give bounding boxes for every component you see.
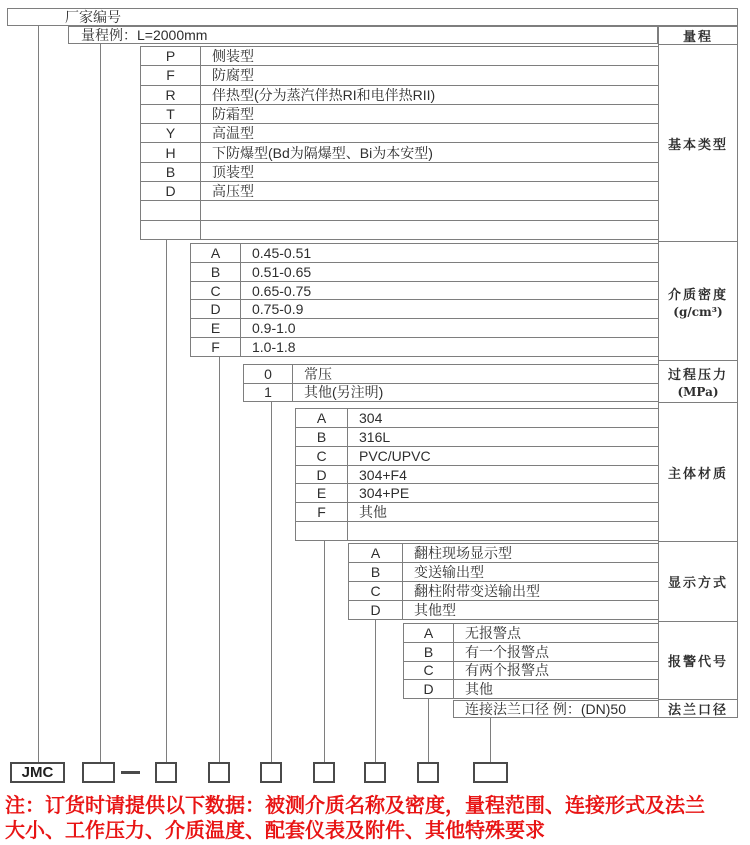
code-cell: 1 bbox=[244, 384, 293, 402]
section-medium-density bbox=[190, 243, 658, 357]
table-row bbox=[141, 221, 658, 239]
code-cell: F bbox=[191, 338, 241, 356]
table-row bbox=[454, 701, 658, 717]
table-row bbox=[191, 263, 658, 282]
desc-cell bbox=[201, 201, 658, 219]
connector-line bbox=[490, 718, 491, 762]
table-row bbox=[191, 300, 658, 319]
connector-line bbox=[38, 26, 39, 762]
desc-cell: 无报警点 bbox=[465, 624, 521, 641]
desc-cell: 其他型 bbox=[414, 602, 456, 618]
connector-line bbox=[271, 402, 272, 762]
desc-cell: 翻柱现场显示型 bbox=[414, 545, 512, 561]
table-row bbox=[191, 338, 658, 356]
desc-cell bbox=[348, 522, 658, 540]
table-row bbox=[296, 503, 658, 522]
category-label-text: 基本类型 bbox=[667, 137, 728, 153]
code-cell: A bbox=[296, 409, 348, 427]
code-cell: T bbox=[141, 105, 201, 123]
table-row bbox=[404, 624, 658, 643]
desc-cell: 0.9-1.0 bbox=[252, 320, 296, 337]
desc-cell: 1.0-1.8 bbox=[252, 339, 296, 356]
connector-line bbox=[428, 699, 429, 762]
code-cell: A bbox=[191, 244, 241, 262]
connector-line bbox=[375, 620, 376, 762]
desc-cell: 其他 bbox=[359, 504, 387, 521]
table-row bbox=[141, 124, 658, 143]
table-row bbox=[296, 466, 658, 485]
desc-cell: 316L bbox=[359, 428, 391, 445]
code-cell: C bbox=[404, 662, 454, 680]
connector-line bbox=[100, 44, 101, 762]
model-code-box-alarm-code bbox=[417, 762, 439, 783]
model-code-box-medium-density bbox=[208, 762, 230, 783]
category-label-basic-type bbox=[659, 45, 737, 242]
desc-cell: PVC/UPVC bbox=[359, 447, 431, 464]
model-prefix-text: JMC bbox=[21, 764, 54, 781]
desc-cell: 有一个报警点 bbox=[465, 643, 549, 660]
code-cell: E bbox=[191, 319, 241, 337]
table-row bbox=[244, 365, 658, 384]
table-row bbox=[191, 244, 658, 263]
desc-cell: 常压 bbox=[304, 365, 332, 382]
range-example-box bbox=[68, 26, 658, 44]
model-code-box-main-material bbox=[313, 762, 335, 783]
table-row bbox=[141, 143, 658, 162]
desc-cell: 侧装型 bbox=[212, 48, 254, 65]
desc-cell: 顶装型 bbox=[212, 163, 254, 180]
desc-cell: 304+PE bbox=[359, 485, 410, 502]
model-code-box-flange-size bbox=[473, 762, 508, 783]
desc-cell: 下防爆型(Bd为隔爆型、Bi为本安型) bbox=[212, 144, 433, 161]
code-cell bbox=[141, 201, 201, 219]
table-row bbox=[349, 544, 658, 563]
model-code-box-display-mode bbox=[364, 762, 386, 783]
desc-cell: 0.65-0.75 bbox=[252, 282, 312, 299]
section-main-material bbox=[295, 408, 658, 541]
table-row bbox=[141, 182, 658, 201]
table-row bbox=[404, 643, 658, 662]
order-note-line-1: 注：订货时请提供以下数据：被测介质名称及密度，量程范围、连接形式及法兰 bbox=[5, 795, 705, 817]
category-label-text: 报警代号 bbox=[667, 655, 728, 670]
code-cell: D bbox=[191, 300, 241, 318]
table-row bbox=[296, 484, 658, 503]
section-display-mode bbox=[348, 543, 658, 620]
table-row bbox=[296, 409, 658, 428]
model-code-box-basic-type bbox=[155, 762, 177, 783]
model-prefix-box bbox=[10, 762, 65, 783]
desc-cell: 变送输出型 bbox=[414, 564, 484, 580]
section-flange-size bbox=[453, 700, 658, 718]
manufacturer-number-label: 厂家编号 bbox=[65, 9, 121, 25]
code-cell: B bbox=[141, 163, 201, 181]
code-cell: E bbox=[296, 484, 348, 502]
code-cell: B bbox=[191, 263, 241, 281]
table-row bbox=[349, 563, 658, 582]
connector-line bbox=[219, 357, 220, 762]
category-label-text: 显示方式 bbox=[667, 576, 728, 591]
desc-cell: 其他 bbox=[465, 681, 493, 698]
table-row bbox=[141, 86, 658, 105]
table-row bbox=[141, 47, 658, 66]
table-row bbox=[404, 680, 658, 698]
code-cell: A bbox=[404, 624, 454, 642]
category-label-main-material bbox=[659, 403, 737, 542]
code-cell: B bbox=[404, 643, 454, 661]
table-row bbox=[349, 601, 658, 619]
desc-cell bbox=[201, 221, 658, 239]
table-row bbox=[141, 163, 658, 182]
desc-cell: 304+F4 bbox=[359, 466, 407, 483]
table-row bbox=[191, 282, 658, 301]
code-cell: B bbox=[349, 563, 403, 581]
connector-line bbox=[166, 240, 167, 762]
desc-cell: 有两个报警点 bbox=[465, 662, 549, 679]
section-process-pressure bbox=[243, 364, 658, 402]
code-cell: F bbox=[296, 503, 348, 521]
code-cell: F bbox=[141, 66, 201, 84]
manufacturer-number-box bbox=[7, 8, 738, 26]
desc-cell: 翻柱附带变送输出型 bbox=[414, 583, 540, 599]
order-note bbox=[5, 794, 750, 844]
category-label-process-pressure bbox=[659, 361, 737, 403]
code-cell: D bbox=[141, 182, 201, 200]
code-cell: C bbox=[296, 447, 348, 465]
code-cell: D bbox=[296, 466, 348, 484]
code-cell: P bbox=[141, 47, 201, 65]
table-row bbox=[191, 319, 658, 338]
table-row bbox=[349, 582, 658, 601]
code-cell: D bbox=[404, 680, 454, 698]
category-label-unit: (MPa) bbox=[677, 385, 719, 399]
desc-cell: 防腐型 bbox=[212, 67, 254, 84]
table-row bbox=[141, 66, 658, 85]
order-note-line-2: 大小、工作压力、介质温度、配套仪表及附件、其他特殊要求 bbox=[5, 820, 545, 842]
section-alarm-code bbox=[403, 623, 658, 699]
table-row bbox=[296, 428, 658, 447]
code-cell bbox=[141, 221, 201, 239]
code-cell: Y bbox=[141, 124, 201, 142]
table-row bbox=[296, 522, 658, 540]
section-basic-type bbox=[140, 46, 658, 240]
desc-cell: 高温型 bbox=[212, 125, 254, 142]
model-code-box-range bbox=[82, 762, 115, 783]
code-cell: C bbox=[191, 282, 241, 300]
category-label-unit: (g/cm³) bbox=[673, 304, 723, 319]
code-cell: B bbox=[296, 428, 348, 446]
desc-cell: 高压型 bbox=[212, 183, 254, 200]
code-cell: H bbox=[141, 143, 201, 161]
code-cell: A bbox=[349, 544, 403, 562]
desc-cell: 304 bbox=[359, 409, 383, 426]
range-example-text: 量程例：L=2000mm bbox=[81, 27, 208, 43]
desc-cell: 其他(另注明) bbox=[304, 384, 384, 401]
category-label-flange-size bbox=[659, 700, 737, 717]
category-label-text: 法兰口径 bbox=[667, 703, 728, 717]
category-label-range bbox=[659, 27, 737, 45]
desc-cell: 0.45-0.51 bbox=[252, 244, 312, 261]
connector-line bbox=[324, 541, 325, 762]
code-cell: C bbox=[349, 582, 403, 600]
category-label-alarm-code bbox=[659, 622, 737, 700]
category-label-text: 主体材质 bbox=[667, 466, 728, 482]
category-label-column bbox=[658, 26, 738, 718]
table-row bbox=[244, 384, 658, 402]
category-label-text: 量程 bbox=[682, 30, 713, 45]
desc-cell: 0.51-0.65 bbox=[252, 263, 312, 280]
code-cell: R bbox=[141, 86, 201, 104]
code-cell: D bbox=[349, 601, 403, 619]
table-row bbox=[141, 201, 658, 220]
model-code-box-process-pressure bbox=[260, 762, 282, 783]
category-label-text: 介质密度 bbox=[667, 287, 728, 303]
desc-cell: 伴热型(分为蒸汽伴热RI和电伴热RII) bbox=[212, 86, 436, 103]
desc-cell: 连接法兰口径 例：(DN)50 bbox=[465, 701, 627, 717]
desc-cell: 0.75-0.9 bbox=[252, 301, 304, 318]
code-cell bbox=[296, 522, 348, 540]
table-row bbox=[296, 447, 658, 466]
code-cell: 0 bbox=[244, 365, 293, 383]
category-label-medium-density bbox=[659, 242, 737, 361]
category-label-text: 过程压力 bbox=[667, 368, 728, 383]
table-row bbox=[404, 662, 658, 681]
desc-cell: 防霜型 bbox=[212, 106, 254, 123]
category-label-display-mode bbox=[659, 542, 737, 622]
table-row bbox=[141, 105, 658, 124]
dash-separator bbox=[121, 771, 140, 774]
